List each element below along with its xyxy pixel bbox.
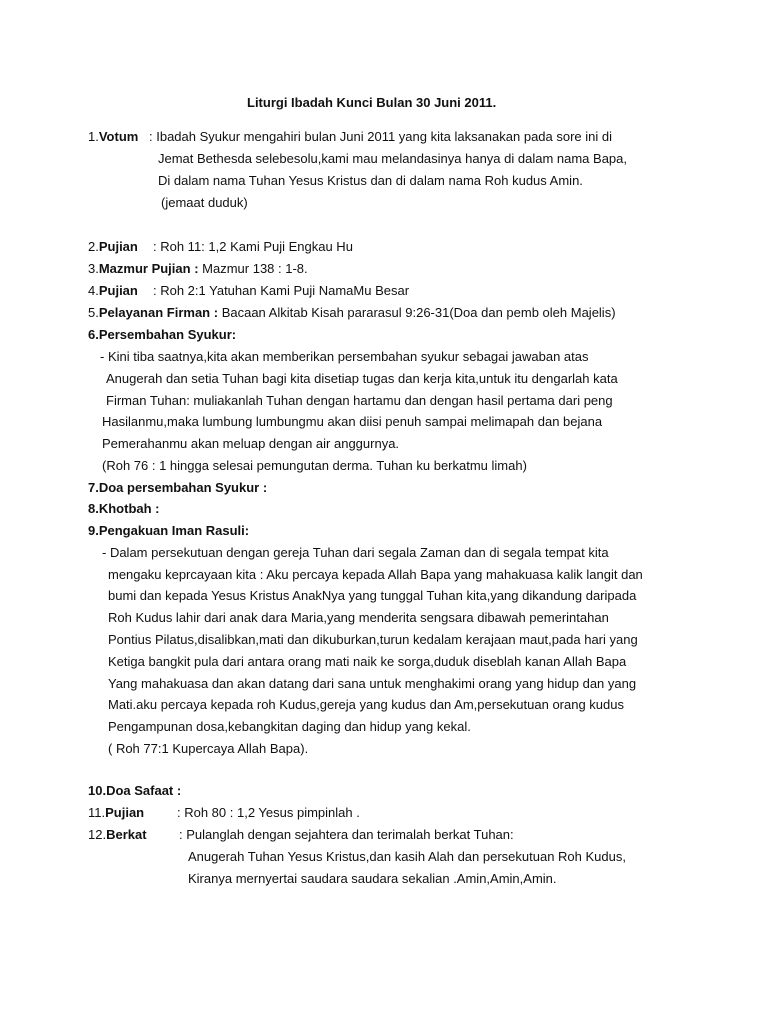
pujian-2-label: Pujian bbox=[98, 283, 138, 298]
firman-item bbox=[88, 304, 616, 321]
pujian-2-item bbox=[88, 282, 138, 299]
pengakuan-line-8: Mati.aku percaya kepada roh Kudus,gereja yang kudus dan Am,persekutuan orang kudus bbox=[108, 697, 625, 712]
votum-line-1: : Ibadah Syukur mengahiri bulan Juni 2011 yang kita laksanakan pada sore ini di bbox=[149, 129, 613, 144]
pengakuan-line-4: Roh Kudus lahir dari anak dara Maria,yang menderita sengsara dibawah pemerintahan bbox=[108, 610, 609, 625]
berkat-line-2: Anugerah Tuhan Yesus Kristus,dan kasih Alah dan persekutuan Roh Kudus, bbox=[188, 849, 626, 864]
pujian-1-number: 2. bbox=[88, 239, 99, 254]
persembahan-line-5: Pemerahanmu akan meluap dengan air anggurnya. bbox=[102, 436, 400, 451]
mazmur-item bbox=[88, 260, 308, 277]
pengakuan-line-6: Ketiga bangkit pula dari antara orang mati naik ke sorga,duduk diseblah kanan Allah Bapa bbox=[108, 654, 627, 669]
pengakuan-line-3: bumi dan kepada Yesus Kristus AnakNya yang tunggal Tuhan kita,yang dikandung daripada bbox=[108, 588, 637, 603]
votum-item bbox=[88, 128, 138, 145]
berkat-item bbox=[88, 826, 147, 843]
doa-safaat-heading: 10.Doa Safaat : bbox=[88, 783, 182, 798]
pujian-2-text: : Roh 2:1 Yatuhan Kami Puji NamaMu Besar bbox=[153, 283, 410, 298]
berkat-line-3: Kiranya mernyertai saudara saudara sekalian .Amin,Amin,Amin. bbox=[188, 871, 557, 886]
pujian-1-text: : Roh 11: 1,2 Kami Puji Engkau Hu bbox=[153, 239, 353, 254]
persembahan-line-1: - Kini tiba saatnya,kita akan memberikan persembahan syukur sebagai jawaban atas bbox=[100, 349, 589, 364]
pengakuan-line-9: Pengampunan dosa,kebangkitan daging dan hidup yang kekal. bbox=[108, 719, 471, 734]
votum-label: Votum bbox=[98, 129, 139, 144]
persembahan-line-6: (Roh 76 : 1 hingga selesai pemungutan derma. Tuhan ku berkatmu limah) bbox=[102, 458, 527, 473]
pujian-3-item bbox=[88, 804, 144, 821]
pujian-1-item bbox=[88, 238, 138, 255]
persembahan-heading: 6.Persembahan Syukur: bbox=[88, 327, 237, 342]
doa-persembahan-heading: 7.Doa persembahan Syukur : bbox=[88, 480, 268, 495]
mazmur-number: 3. bbox=[88, 261, 99, 276]
pujian-2-number: 4. bbox=[88, 283, 99, 298]
pengakuan-line-10: ( Roh 77:1 Kupercaya Allah Bapa). bbox=[108, 741, 309, 756]
berkat-line-1: : Pulanglah dengan sejahtera dan terimalah berkat Tuhan: bbox=[179, 827, 514, 842]
pujian-3-number: 11. bbox=[88, 805, 106, 820]
firman-number: 5. bbox=[88, 305, 99, 320]
votum-line-4: (jemaat duduk) bbox=[161, 195, 248, 210]
votum-number: 1. bbox=[88, 129, 99, 144]
pengakuan-line-7: Yang mahakuasa dan akan datang dari sana untuk menghakimi orang yang hidup dan yang bbox=[108, 676, 637, 691]
khotbah-heading: 8.Khotbah : bbox=[88, 501, 160, 516]
pengakuan-line-5: Pontius Pilatus,disalibkan,mati dan dikuburkan,turun kedalam kerajaan maut,pada hari yang bbox=[108, 632, 638, 647]
persembahan-line-4: Hasilanmu,maka lumbung lumbungmu akan diisi penuh sampai melimapah dan bejana bbox=[102, 414, 603, 429]
berkat-label: Berkat bbox=[106, 827, 147, 842]
pengakuan-heading: 9.Pengakuan Iman Rasuli: bbox=[88, 523, 250, 538]
firman-text: Bacaan Alkitab Kisah pararasul 9:26-31(Doa dan pemb oleh Majelis) bbox=[221, 305, 616, 320]
pujian-3-text: : Roh 80 : 1,2 Yesus pimpinlah . bbox=[177, 805, 360, 820]
persembahan-line-3: Firman Tuhan: muliakanlah Tuhan dengan hartamu dan dengan hasil pertama dari peng bbox=[106, 393, 613, 408]
pengakuan-line-1: - Dalam persekutuan dengan gereja Tuhan dari segala Zaman dan di segala tempat kita bbox=[102, 545, 609, 560]
votum-line-2: Jemat Bethesda selebesolu,kami mau melandasinya hanya di dalam nama Bapa, bbox=[158, 151, 627, 166]
pengakuan-line-2: mengaku keprcayaan kita : Aku percaya kepada Allah Bapa yang mahakuasa kalik langit dan bbox=[108, 567, 643, 582]
pujian-3-label: Pujian bbox=[105, 805, 145, 820]
mazmur-label: Mazmur Pujian : bbox=[98, 261, 199, 276]
firman-label: Pelayanan Firman : bbox=[98, 305, 219, 320]
berkat-number: 12. bbox=[88, 827, 107, 842]
votum-line-3: Di dalam nama Tuhan Yesus Kristus dan di dalam nama Roh kudus Amin. bbox=[158, 173, 583, 188]
pujian-1-label: Pujian bbox=[98, 239, 138, 254]
mazmur-text: Mazmur 138 : 1-8. bbox=[202, 261, 308, 276]
document-title: Liturgi Ibadah Kunci Bulan 30 Juni 2011. bbox=[247, 95, 497, 110]
persembahan-line-2: Anugerah dan setia Tuhan bagi kita disetiap tugas dan kerja kita,untuk itu dengarlah kata bbox=[106, 371, 618, 386]
